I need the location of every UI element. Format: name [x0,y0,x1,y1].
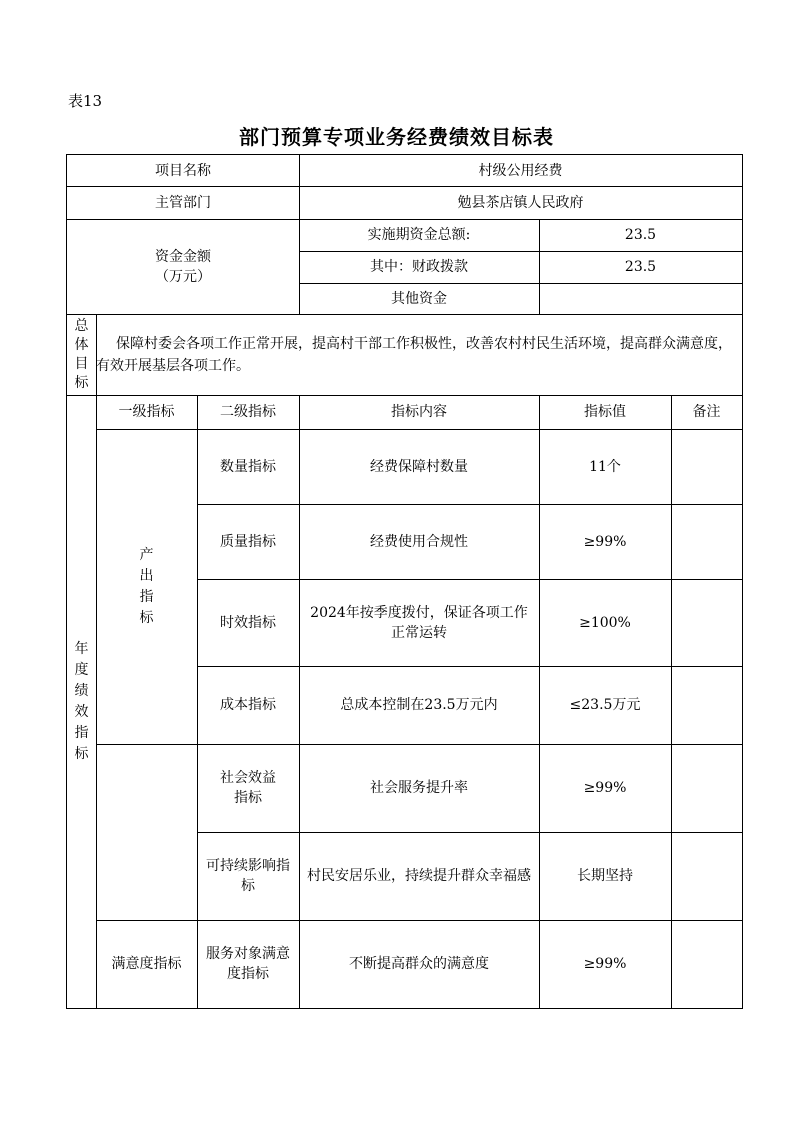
row-cost-level2: 成本指标 [220,697,276,713]
overall-goal-label-char: 目 [74,355,89,372]
row-sustainable-content: 村民安居乐业，持续提升群众幸福感 [307,868,531,884]
department-label: 主管部门 [155,194,211,211]
row-quality-level2: 质量指标 [220,533,276,550]
other-funds-label: 其他资金 [391,290,447,307]
header-value: 指标值 [584,404,626,420]
row-timeliness-value: ≥100% [579,614,631,631]
other-funds-value [539,283,742,314]
header-content: 指标内容 [391,404,447,420]
row-timeliness-content: 2024年按季度拨付，保证各项工作正常运转 [310,604,528,641]
funds-label [67,219,299,314]
annual-label-char: 年 [74,640,89,657]
fiscal-funds-label: 其中：财政拨款 [370,259,468,275]
overall-goal-label-char: 标 [74,374,89,391]
project-name-value: 村级公用经费 [478,162,563,179]
row-quantity-value: 11个 [589,458,621,475]
funds-label-line1: 资金金额 [155,248,211,265]
total-funds-label: 实施期资金总额: [367,227,471,243]
row-satisfaction-level2: 服务对象满意度指标 [206,946,290,982]
row-quality-remark [671,504,742,579]
row-sustainable-value: 长期坚持 [577,868,633,884]
row-cost-remark [671,666,742,744]
output-label-char: 标 [139,609,154,626]
overall-goal-label [67,314,96,395]
row-social-value: ≥99% [583,780,627,796]
annual-label-char: 指 [74,724,89,741]
header-level1: 一级指标 [118,404,175,420]
row-social-content: 社会服务提升率 [370,780,468,796]
department-value: 勉县茶店镇人民政府 [457,194,584,211]
output-label-char: 产 [139,546,154,563]
row-social-remark [671,744,742,832]
fiscal-funds-value: 23.5 [624,259,657,275]
overall-goal-label-char: 体 [74,336,89,353]
annual-label-char: 标 [74,745,89,762]
row-quantity-level2: 数量指标 [220,458,276,475]
satisfaction-indicators-label: 满意度指标 [111,956,182,972]
row-cost-value: ≤23.5万元 [569,697,641,713]
annual-label-char: 绩 [74,682,89,699]
row-quantity-remark [671,429,742,504]
overall-goal-label-char: 总 [74,317,89,334]
row-quantity-content: 经费保障村数量 [370,458,468,475]
table-number: 表13 [68,92,103,110]
page-title: 部门预算专项业务经费绩效目标表 [239,125,554,149]
funds-label-line2: （万元） [155,268,211,285]
row-quality-value: ≥99% [583,533,627,550]
output-label-char: 指 [139,588,154,605]
header-remark: 备注 [692,404,721,420]
row-sustainable-remark [671,832,742,920]
overall-goal-text: 保障村委会各项工作正常开展，提高村干部工作积极性，改善农村村民生活环境，提高群众满意度，有效开展基层各项工作。 [96,336,732,374]
row-timeliness-level2: 时效指标 [220,614,276,631]
row-timeliness-remark [671,579,742,666]
row-satisfaction-content: 不断提高群众的满意度 [349,956,489,972]
divider [67,314,742,315]
output-indicators-label [96,429,197,744]
annual-label-char: 效 [74,703,89,720]
header-level2: 二级指标 [220,404,276,420]
effect-indicators-label [96,744,197,920]
row-cost-content: 总成本控制在23.5万元内 [340,697,498,713]
row-sustainable-level2: 可持续影响指标 [206,858,290,894]
row-quality-content: 经费使用合规性 [370,533,468,550]
output-label-char: 出 [139,567,154,584]
row-social-level2: 社会效益指标 [220,770,276,806]
row-satisfaction-value: ≥99% [583,956,627,972]
annual-indicators-label [67,395,96,1008]
annual-label-char: 度 [74,661,89,678]
total-funds-value: 23.5 [624,227,657,243]
project-name-label: 项目名称 [155,162,211,179]
row-satisfaction-remark [671,920,742,1008]
